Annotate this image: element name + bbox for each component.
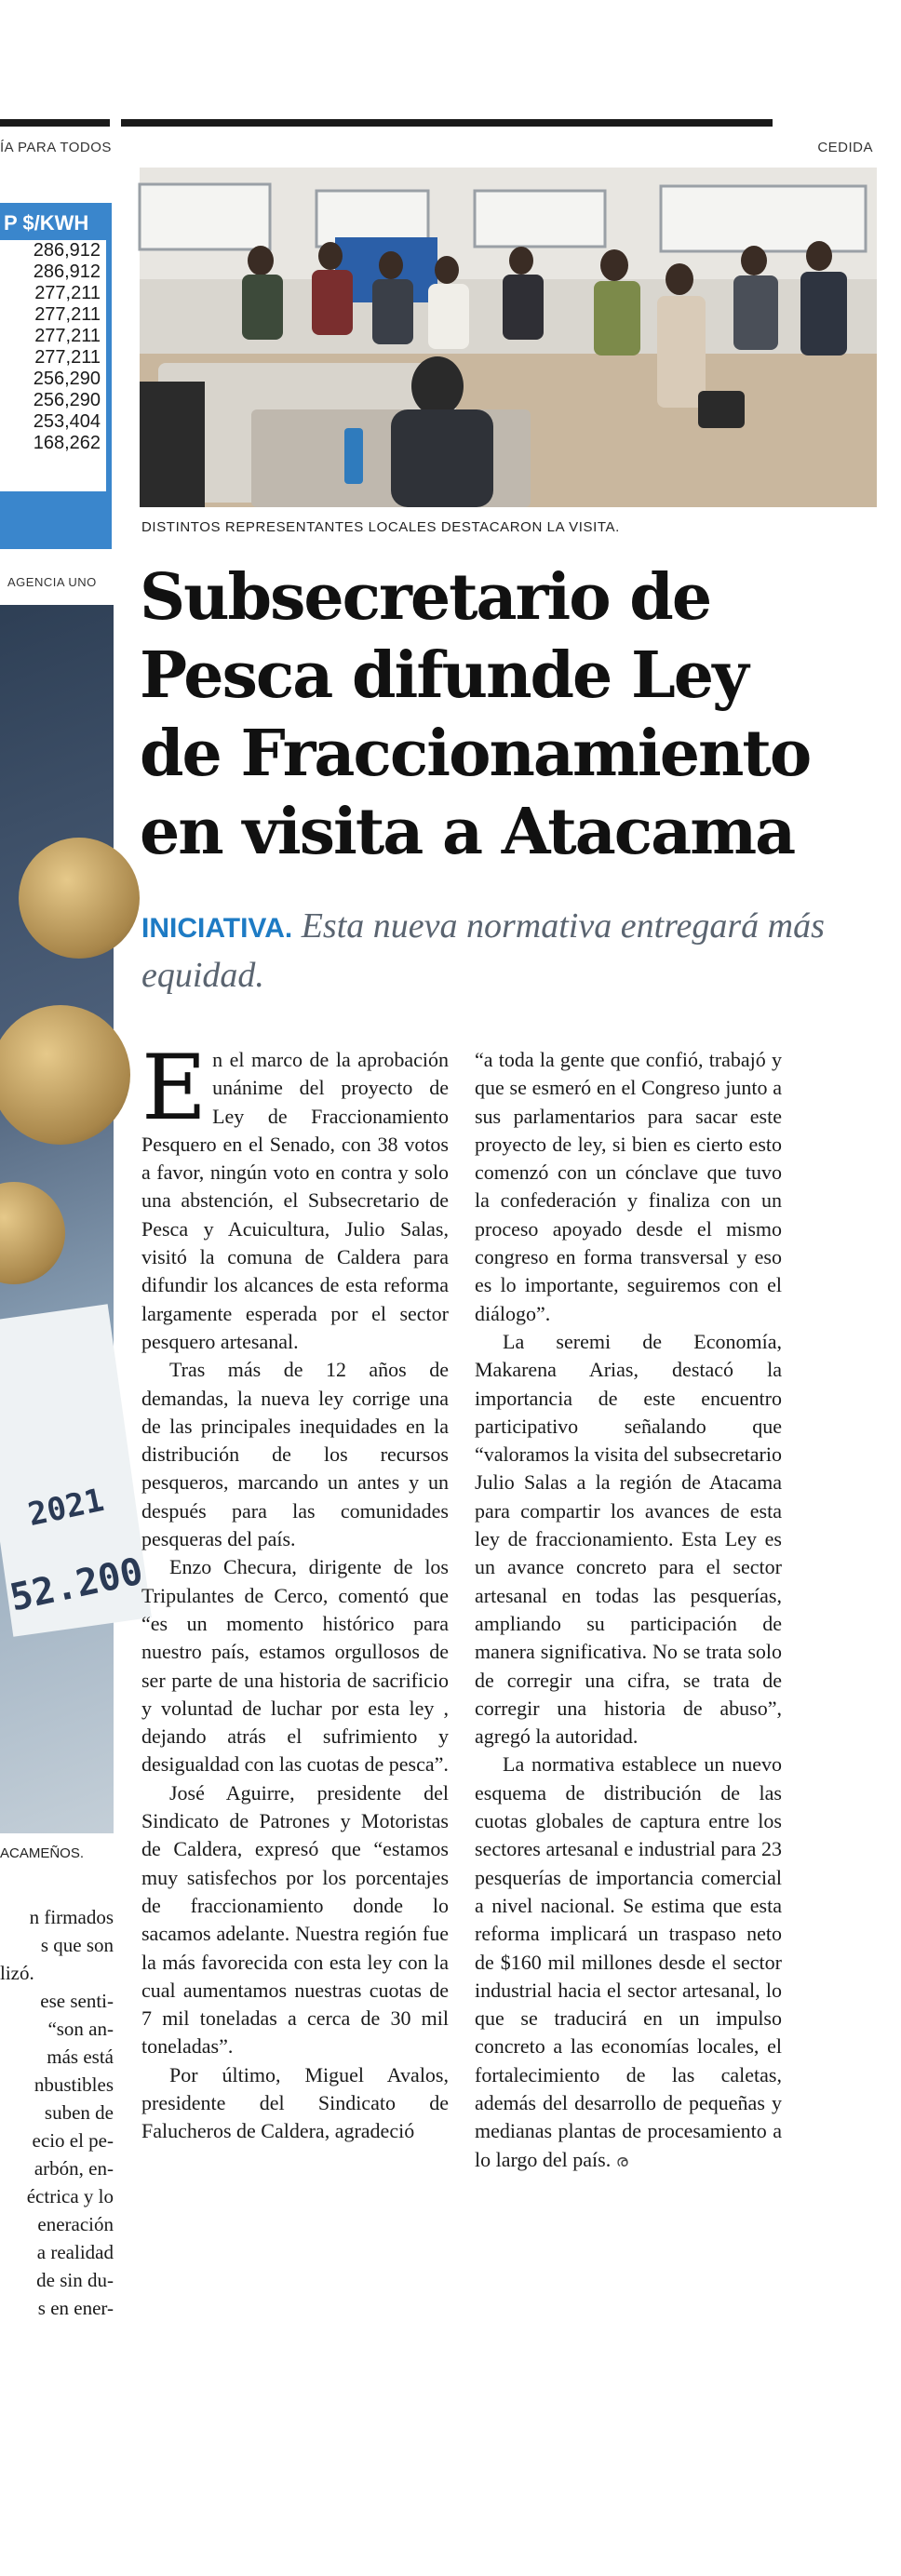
- coins-bill-photo: [0, 605, 147, 1833]
- paragraph: [475, 1751, 782, 2175]
- deck-kicker: INICIATIVA.: [141, 913, 293, 944]
- price-header: P $/KWH: [4, 211, 89, 235]
- text-fragment: ese senti-: [40, 1990, 114, 2012]
- headline-line: de Fraccionamiento: [140, 717, 811, 791]
- text-fragment: lizó.: [0, 1962, 34, 1984]
- article-column-2: [475, 1046, 782, 2176]
- article-column-1: [141, 1036, 449, 2146]
- deck-text: Esta nueva normativa entregará más equidad.: [141, 906, 825, 995]
- photo-credit: CEDIDA: [817, 140, 873, 155]
- paragraph: Por último, Miguel Avalos, presidente del Sindicato de Falucheros de Caldera, agradeció: [141, 2062, 449, 2143]
- left-photo-caption: ACAMEÑOS.: [0, 1845, 85, 1861]
- coin-shape: [19, 838, 140, 959]
- price-row: 277,211: [34, 304, 101, 325]
- price-row: 277,211: [34, 326, 101, 346]
- paragraph: La seremi de Economía, Makarena Arias, destacó la importancia de este encuentro participativo señalando que “valoramos la visita del subsecretario Julio Salas a la región de Atacama para compartir los avances de esta ley de fraccionamiento. Esta Ley es un avance concreto para el sector artesanal en todas las pesquerías, ampliando su participación de manera significativa. No se trata solo de corregir una cifra, se trata de corregir una historia de abuso”, agregó la autoridad.: [475, 1329, 782, 1749]
- text-fragment: s que son: [40, 1934, 114, 1956]
- end-mark-icon: ര: [615, 2151, 628, 2171]
- text-fragment: éctrica y lo: [26, 2185, 114, 2207]
- left-body-text: [0, 1903, 114, 2322]
- headline-line: Subsecretario de: [140, 560, 711, 635]
- left-section-label: ÍA PARA TODOS: [0, 140, 112, 155]
- coin-shape: [0, 1005, 130, 1145]
- paragraph: José Aguirre, presidente del Sindicato de Patrones y Motoristas de Caldera, expresó que “estamos muy satisfechos por los porcentajes de fraccionamiento donde lo sacamos adelante. Nuestra región fue la más favorecida con esta ley con la cual aumentamos nuestras cuotas de 7 mil toneladas a cerca de 30 mil toneladas”.: [141, 1780, 449, 2059]
- price-row: 286,912: [33, 240, 101, 261]
- price-row: 253,404: [33, 411, 101, 432]
- article-headline: [140, 558, 884, 871]
- article-deck: [141, 903, 867, 999]
- paragraph-text: La normativa establece un nuevo esquema de distribución de las cuotas globales de captura entre los sectores artesanal e industrial para 23 pesquerías de importancia comercial a nivel nacional. Se estima que esta reforma implicará un traspaso neto de $160 mil millones desde el sector industrial hacia el sector artesanal, lo que se traducirá en un impulso concreto a las economías locales, el fortalecimiento de las caletas, además del desarrollo de pequeñas y medianas plantas de procesamiento a lo largo del país.: [475, 1752, 782, 2171]
- coin-shape: [0, 1182, 65, 1284]
- main-top-rule: [121, 119, 773, 127]
- text-fragment: más está: [47, 2046, 114, 2068]
- price-row: 256,290: [33, 369, 101, 389]
- paragraph: “a toda la gente que confió, trabajó y que se esmeró en el Congreso junto a sus parlamentarios para sacar este proyecto de ley, si bien es cierto esto comenzó con un cónclave que tuvo la confederación y finaliza con un proceso apoyado desde el mismo congreso en forma transversal y eso es lo importante, seguiremos con el diálogo”.: [475, 1048, 782, 1325]
- paragraph-text: n el marco de la aprobación unánime del proyecto de Ley de Fraccionamiento Pesquero en el Senado, con 38 votos a favor, ningún voto en contra y solo una abstención, el Subsecretario de Pesca y Acuicultura, Julio Salas, visitó la comuna de Caldera para difundir los alcances de esta reforma largamente esperada por el sector pesquero artesanal.: [141, 1048, 449, 1353]
- meeting-photo: [140, 168, 877, 507]
- text-fragment: nbustibles: [34, 2073, 114, 2096]
- text-fragment: ecio el pe-: [32, 2129, 114, 2152]
- price-row: 277,211: [34, 283, 101, 303]
- price-row: 256,290: [33, 390, 101, 410]
- paragraph: Tras más de 12 años de demandas, la nueva ley corrige una de las principales inequidades en la distribución de los recursos pesqueros, marcando un antes y un después para las comunidades pesqueras del país.: [141, 1358, 449, 1551]
- price-list: [0, 240, 106, 491]
- price-row: 286,912: [33, 262, 101, 282]
- photo-caption: DISTINTOS REPRESENTANTES LOCALES DESTACARON LA VISITA.: [141, 519, 620, 535]
- text-fragment: suben de: [44, 2101, 114, 2124]
- left-photo-credit: AGENCIA UNO: [7, 575, 97, 589]
- text-fragment: n firmados: [29, 1906, 114, 1928]
- text-fragment: “son an-: [47, 2018, 114, 2040]
- price-row: 277,211: [34, 347, 101, 368]
- bill-amount: 52.200: [6, 1550, 147, 1620]
- left-top-rule: [0, 119, 110, 127]
- text-fragment: a realidad: [36, 2241, 114, 2263]
- headline-line: Pesca difunde Ley: [140, 638, 747, 713]
- bill-year: 2021: [24, 1481, 108, 1535]
- meeting-scene: [140, 168, 877, 507]
- price-row: 168,262: [33, 433, 101, 453]
- text-fragment: de sin du-: [36, 2269, 114, 2291]
- text-fragment: eneración: [37, 2213, 114, 2235]
- headline-line: en visita a Atacama: [140, 795, 795, 869]
- drop-cap: E: [141, 1036, 208, 1140]
- paragraph: [141, 1036, 449, 1356]
- text-fragment: arbón, en-: [34, 2157, 114, 2180]
- text-fragment: s en ener-: [37, 2297, 114, 2319]
- paragraph: Enzo Checura, dirigente de los Tripulantes de Cerco, comentó que “es un momento histórico para nuestro país, estamos orgullosos de ser parte de una historia de sacrificio y voluntad de luchar por esta ley , dejando atrás el sufrimiento y desigualdad con las cuotas de pesca”.: [141, 1555, 449, 1777]
- left-adjacent-article: [0, 0, 147, 2576]
